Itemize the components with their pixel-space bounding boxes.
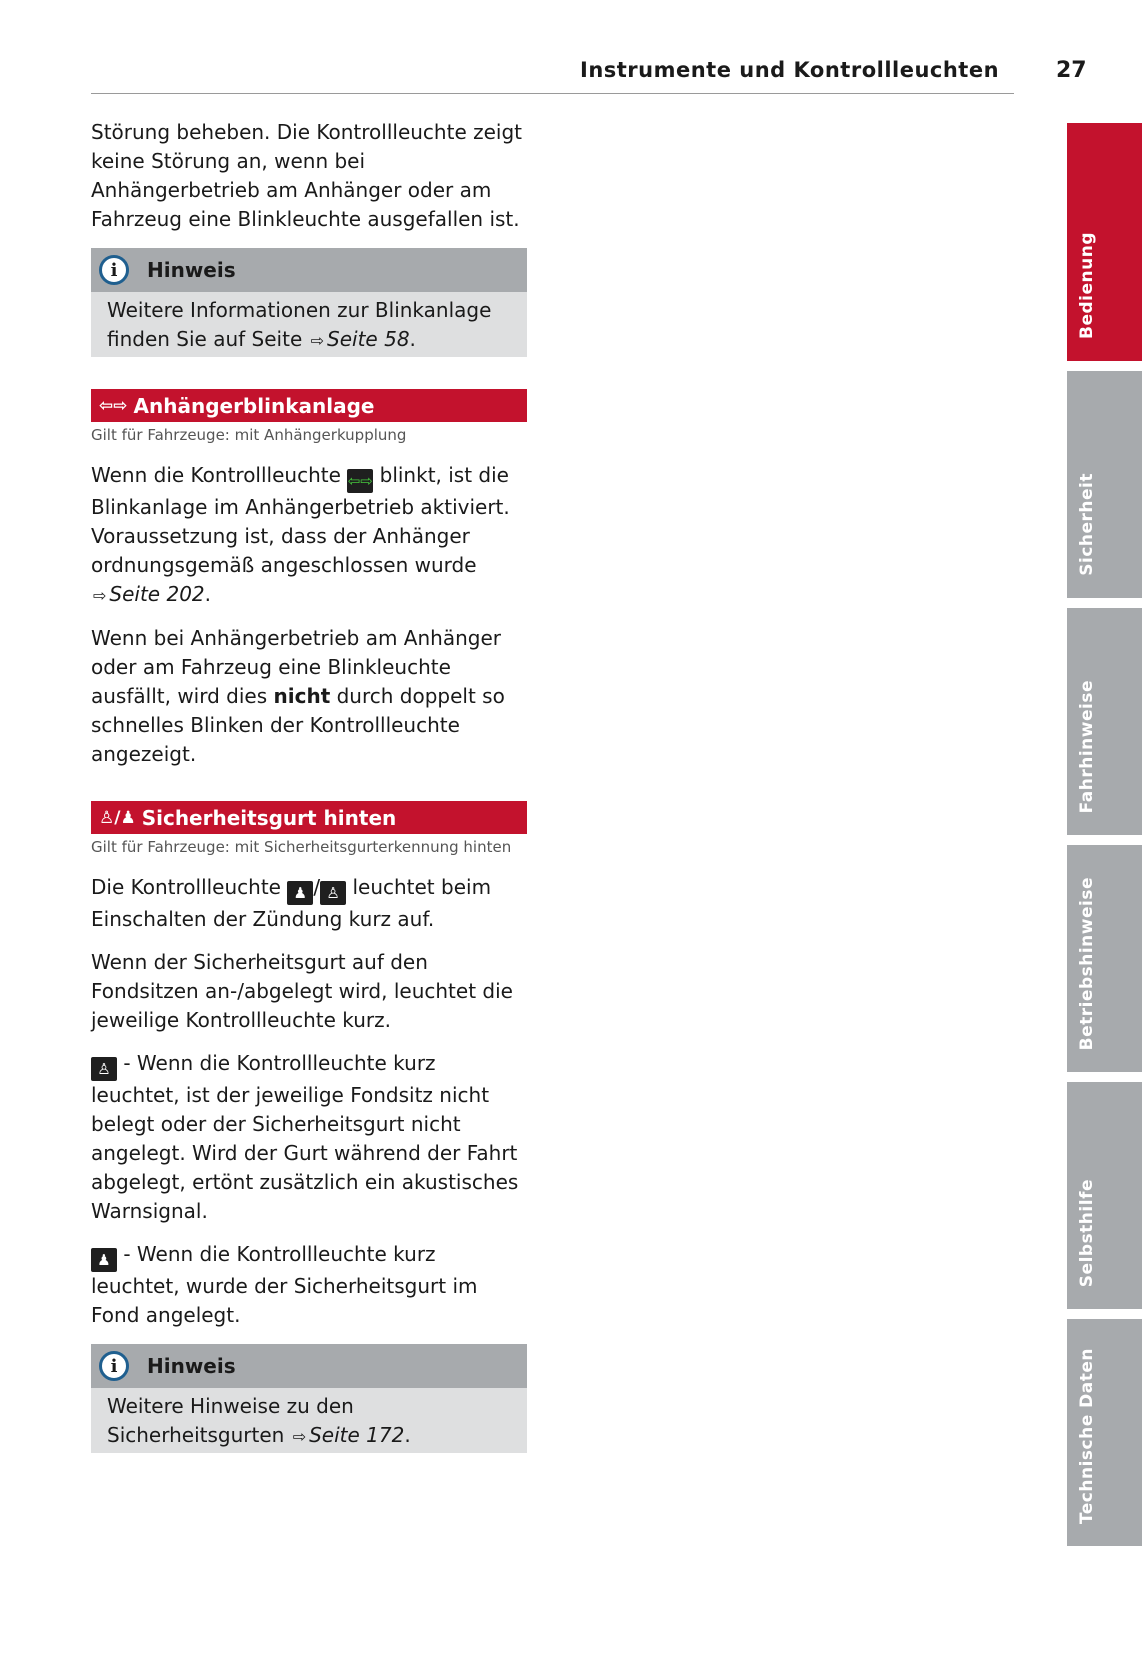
note-title: Hinweis [147,1354,236,1378]
section2-paragraph1: Die Kontrollleuchte ♟ / ♙ leuchtet beim Einschalten der Zündung kurz auf. [91,875,492,931]
note-end: . [409,327,416,351]
seatbelt-unfastened-lamp-icon: ♙ [91,1057,117,1081]
section-title: Sicherheitsgurt hinten [141,805,397,830]
tab-betriebshinweise[interactable] [1067,845,1142,1072]
note-box-blinkanlage [91,248,527,357]
note-header [91,1344,527,1388]
reference-arrow-icon: ⇨ [93,586,107,605]
page-number: 27 [1056,58,1087,83]
section-heading-anhaengerblinkanlage [91,389,527,422]
header-divider [91,93,1014,94]
seatbelt-warning-icon: ♙/♟ [99,807,136,828]
section2-paragraph3: ♙ - Wenn die Kontrollleuchte kurz leuchtet, ist der jeweilige Fondsitz nicht belegt oder der Sicherheitsgurt nicht angelegt. Wird der Gurt während der Fahrt abgelegt, ertönt zusätzlich ein akustisches Warnsignal. [91,1051,519,1223]
seatbelt-fastened-lamp-icon: ♟ [91,1248,117,1272]
section1-paragraph1: Wenn die Kontrollleuchte ⇦⇨ blinkt, ist die Blinkanlage im Anhängerbetrieb aktiviert. Voraussetzung ist, dass der Anhänger ordnungsgemäß angeschlossen wurde ⇨ Seite 202. [91,463,510,606]
reference-arrow-icon: ⇨ [292,1427,307,1446]
trailer-turn-signal-lamp-icon: ⇦⇨ [347,469,373,493]
info-icon: i [99,255,129,285]
tab-selbsthilfe[interactable] [1067,1082,1142,1309]
main-column [91,118,527,1485]
tab-label: Sicherheit [1077,473,1097,576]
note-text: Weitere Hinweise zu den Sicherheitsgurten [107,1394,354,1447]
seatbelt-unfastened-lamp-icon: ♙ [320,881,346,905]
note-body [91,292,527,357]
note-text: Weitere Informationen zur Blinkanlage finden Sie auf Seite [107,298,492,351]
tab-label: Betriebshinweise [1077,876,1097,1050]
tab-label: Selbsthilfe [1077,1178,1097,1287]
intro-paragraph: Störung beheben. Die Kontrollleuchte zeigt keine Störung an, wenn bei Anhängerbetrieb am Anhänger oder am Fahrzeug eine Blinkleuchte ausgefallen ist. [91,120,523,231]
page-reference-link[interactable]: Seite 58 [327,327,410,351]
note-title: Hinweis [147,258,236,282]
tab-bedienung[interactable] [1067,123,1142,361]
section-heading-sicherheitsgurt [91,801,527,834]
applies-to-text: Gilt für Fahrzeuge: mit Sicherheitsgurterkennung hinten [91,838,512,856]
note-box-sicherheitsgurt [91,1344,527,1453]
page-reference-link[interactable]: Seite 202 [109,582,205,606]
note-header [91,248,527,292]
applies-to-text: Gilt für Fahrzeuge: mit Anhängerkupplung [91,426,407,444]
section2-paragraph2: Wenn der Sicherheitsgurt auf den Fondsitzen an-/abgelegt wird, leuchtet die jeweilige Kontrollleuchte kurz. [91,950,513,1032]
note-body [91,1388,527,1453]
emphasis-text: nicht [273,684,331,708]
page-reference-link[interactable]: Seite 172 [309,1423,405,1447]
info-icon: i [99,1351,129,1381]
tab-label: Fahrhinweise [1077,679,1097,813]
section2-paragraph4: ♟ - Wenn die Kontrollleuchte kurz leuchtet, wurde der Sicherheitsgurt im Fond angelegt. [91,1242,478,1327]
trailer-turn-signal-icon: ⇦⇨ [99,395,128,416]
page-header-title: Instrumente und Kontrollleuchten [580,58,1000,82]
tab-fahrhinweise[interactable] [1067,608,1142,835]
reference-arrow-icon: ⇨ [310,331,325,350]
note-end: . [404,1423,411,1447]
section-title: Anhängerblinkanlage [133,393,375,418]
tab-technische-daten[interactable] [1067,1319,1142,1546]
tab-sicherheit[interactable] [1067,371,1142,598]
tab-label: Technische Daten [1077,1347,1097,1524]
tab-label: Bedienung [1077,232,1097,339]
seatbelt-fastened-lamp-icon: ♟ [287,881,313,905]
section1-paragraph2: Wenn bei Anhängerbetrieb am Anhänger oder am Fahrzeug eine Blinkleuchte ausfällt, wird dies nicht durch doppelt so schnelles Blinken der Kontrollleuchte angezeigt. [91,626,505,766]
